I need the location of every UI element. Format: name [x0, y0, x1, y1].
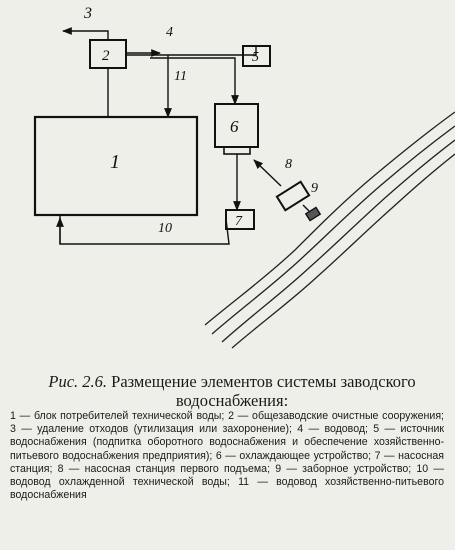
figure-legend: 1 — блок потребителей технической воды; 2 — общезаводские очистные сооружения; 3 — удаление отходов (утилизация или захоронение); 4 — водовод; 5 — источник водоснабжения (подпитка оборотного водоснабжения и обеспечение хозяйственно-питьевого водоснабжения предприятия); 6 — охлаждающее устройство; 7 — насосная станция; 8 — насосная станция первого подъема; 9 — заборное устройство; 10 — водовод охлажденной технической воды; 11 — водовод хозяйственно-питьевого водоснабжения	[10, 410, 444, 502]
block-2-label: 2	[102, 48, 110, 64]
label-9: 9	[311, 181, 318, 196]
block-1-label: 1	[110, 151, 120, 173]
label-3: 3	[84, 5, 92, 22]
block-6-base	[224, 147, 250, 154]
connection-lines	[60, 31, 309, 244]
block-7-label: 7	[235, 214, 242, 229]
block-6-label: 6	[230, 117, 239, 136]
label-4: 4	[166, 25, 173, 40]
label-10: 10	[158, 221, 172, 236]
figure-caption-title	[22, 372, 442, 410]
label-11: 11	[174, 69, 187, 84]
figure-number: Рис. 2.6.	[48, 372, 108, 391]
figure-title: Размещение элементов системы заводского водоснабжения:	[111, 372, 416, 410]
block-5-label: 5	[252, 50, 259, 65]
label-8: 8	[285, 157, 292, 172]
